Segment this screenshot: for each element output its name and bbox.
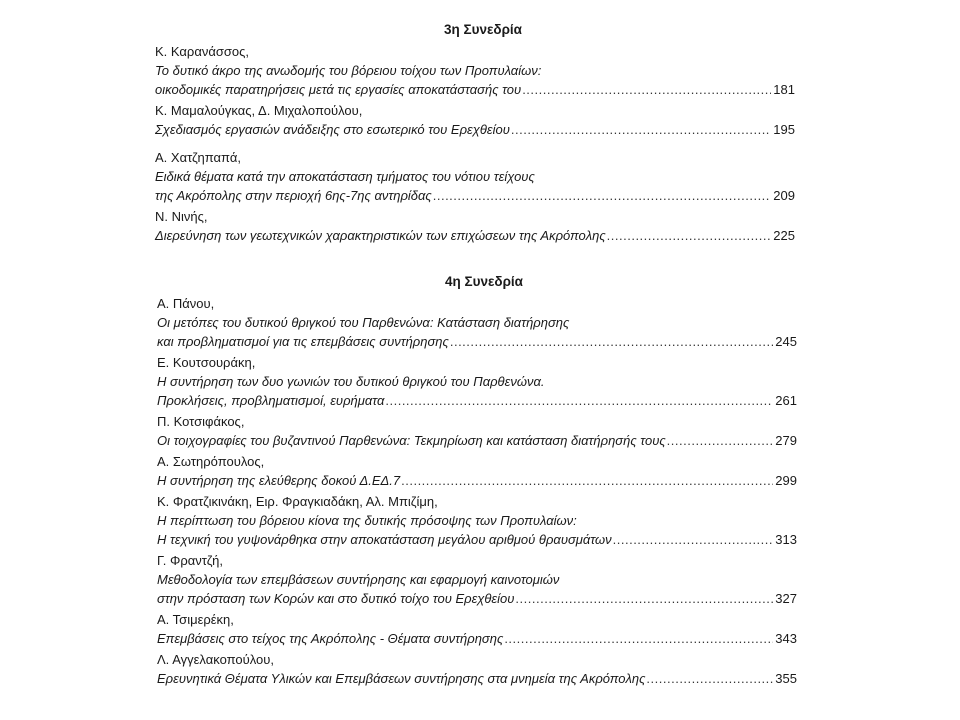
entry-authors: Κ. Μαμαλούγκας, Δ. Μιχαλοπούλου, — [155, 103, 363, 118]
entry-title-line: Ειδικά θέματα κατά την αποκατάσταση τμήματος του νότιου τείχους — [155, 169, 535, 184]
page-number: 181 — [773, 82, 795, 97]
entry-title-last-line — [157, 431, 797, 450]
page-number: 209 — [773, 188, 795, 203]
entry-title-line: Η συντήρηση των δυο γωνιών του δυτικού θριγκού του Παρθενώνα. — [157, 374, 545, 389]
entry-title-line: Η συντήρηση της ελεύθερης δοκού Δ.ΕΔ.7 — [157, 473, 401, 488]
entry-authors: Α. Πάνου, — [157, 296, 215, 311]
section-heading: 3η Συνεδρία — [444, 22, 522, 37]
entry-title-line: Οι τοιχογραφίες του βυζαντινού Παρθενώνα: Τεκμηρίωση και κατάσταση διατήρησής τους — [157, 433, 666, 448]
page-number: 313 — [775, 532, 797, 547]
dot-leader — [613, 530, 774, 549]
session-4-section — [0, 272, 960, 690]
session-3-section — [0, 20, 960, 247]
entry-authors: Α. Χατζηπαπά, — [155, 150, 241, 165]
entry-title-line: Προκλήσεις, προβληματισμοί, ευρήματα — [157, 393, 385, 408]
entry-authors: Κ. Φρατζικινάκη, Ειρ. Φραγκιαδάκη, Αλ. Μπιζίμη, — [157, 494, 438, 509]
entry-title-last-line — [157, 530, 797, 549]
entry-title-last-line — [157, 332, 797, 351]
page-number: 261 — [775, 393, 797, 408]
toc-entry — [155, 207, 795, 245]
toc-entry — [157, 353, 797, 410]
entry-title-line: Η περίπτωση του βόρειου κίονα της δυτικής πρόσοψης των Προπυλαίων: — [157, 513, 577, 528]
toc-entry — [155, 148, 795, 205]
entry-title-line: Η τεχνική του γυψονάρθηκα στην αποκατάσταση μεγάλου αριθμού θραυσμάτων — [157, 532, 612, 547]
entry-title-line: στην πρόσταση των Κορών και στο δυτικό τοίχο του Ερεχθείου — [157, 591, 515, 606]
toc-entry — [157, 294, 797, 351]
entry-authors: Κ. Καρανάσσος, — [155, 44, 250, 59]
entry-title-line: Επεμβάσεις στο τείχος της Ακρόπολης - Θέματα συντήρησης — [157, 631, 504, 646]
dot-leader — [385, 391, 773, 410]
toc-entry — [157, 650, 797, 688]
page-number: 245 — [775, 334, 797, 349]
entry-title-line: της Ακρόπολης στην περιοχή 6ης-7ης αντηρίδας — [155, 188, 432, 203]
entry-title-last-line — [155, 80, 795, 99]
entry-title-last-line — [155, 186, 795, 205]
page-number: 225 — [773, 228, 795, 243]
section-heading: 4η Συνεδρία — [445, 274, 523, 289]
page-number: 343 — [775, 631, 797, 646]
entry-title-last-line — [155, 120, 795, 139]
dot-leader — [450, 332, 773, 351]
dot-leader — [433, 186, 772, 205]
toc-entry — [155, 42, 795, 99]
page-number: 327 — [775, 591, 797, 606]
dot-leader — [401, 471, 773, 490]
toc-entry — [157, 551, 797, 608]
entry-authors: Λ. Αγγελακοπούλου, — [157, 652, 275, 667]
entry-title-last-line — [157, 669, 797, 688]
entry-title-line: Σχεδιασμός εργασιών ανάδειξης στο εσωτερικό του Ερεχθείου — [155, 122, 510, 137]
dot-leader — [607, 226, 772, 245]
dot-leader — [522, 80, 771, 99]
toc-entry-list — [155, 42, 795, 245]
toc-entry — [155, 101, 795, 139]
entry-title-line: οικοδομικές παρατηρήσεις μετά τις εργασίες αποκατάστασής του — [155, 82, 522, 97]
entry-title-last-line — [157, 391, 797, 410]
page-number: 299 — [775, 473, 797, 488]
page-number: 355 — [775, 671, 797, 686]
dot-leader — [646, 669, 773, 688]
entry-authors: Π. Κοτσιφάκος, — [157, 414, 245, 429]
entry-authors: Γ. Φραντζή, — [157, 553, 224, 568]
dot-leader — [504, 629, 773, 648]
dot-leader — [515, 589, 773, 608]
page-number: 195 — [773, 122, 795, 137]
entry-title-line: Διερεύνηση των γεωτεχνικών χαρακτηριστικών των επιχώσεων της Ακρόπολης — [155, 228, 606, 243]
entry-authors: Α. Σωτηρόπουλος, — [157, 454, 265, 469]
toc-entry — [157, 452, 797, 490]
entry-authors: Ν. Νινής, — [155, 209, 208, 224]
entry-title-line: Οι μετόπες του δυτικού θριγκού του Παρθενώνα: Κατάσταση διατήρησης — [157, 315, 570, 330]
entry-title-last-line — [157, 471, 797, 490]
toc-entry — [157, 610, 797, 648]
entry-title-last-line — [157, 589, 797, 608]
entry-title-last-line — [157, 629, 797, 648]
entry-authors: Α. Τσιμερέκη, — [157, 612, 234, 627]
entry-title-line: Το δυτικό άκρο της ανωδομής του βόρειου τοίχου των Προπυλαίων: — [155, 63, 542, 78]
entry-title-line: και προβληματισμοί για τις επεμβάσεις συντήρησης — [157, 334, 449, 349]
toc-entry-list — [157, 294, 797, 688]
page-number: 279 — [775, 433, 797, 448]
toc-entry — [157, 492, 797, 549]
dot-leader — [667, 431, 774, 450]
dot-leader — [511, 120, 771, 139]
toc-entry — [157, 412, 797, 450]
entry-title-line: Ερευνητικά Θέματα Υλικών και Επεμβάσεων συντήρησης στα μνημεία της Ακρόπολης — [157, 671, 646, 686]
entry-authors: Ε. Κουτσουράκη, — [157, 355, 256, 370]
entry-title-line: Μεθοδολογία των επεμβάσεων συντήρησης και εφαρμογή καινοτομιών — [157, 572, 560, 587]
entry-title-last-line — [155, 226, 795, 245]
